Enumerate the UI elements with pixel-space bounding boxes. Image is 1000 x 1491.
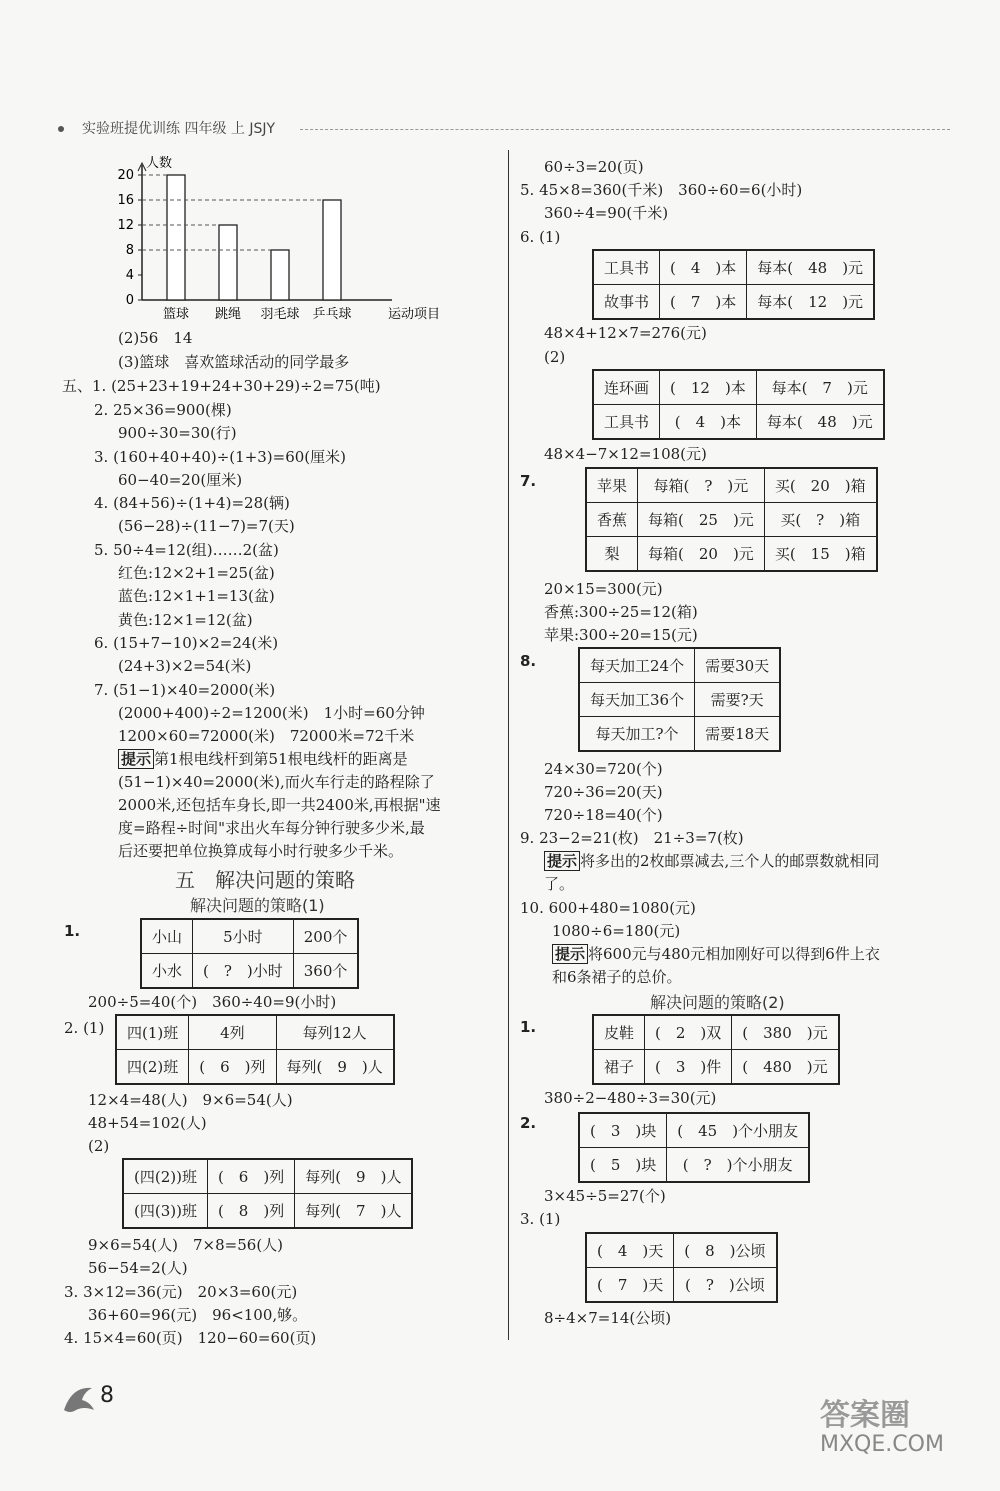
- data-table: [115, 1014, 395, 1085]
- x-tick-label: 乒乓球: [312, 307, 352, 322]
- table-cell: 买( ? )箱: [764, 503, 876, 537]
- hint-line: 2000米,还包括车身长,即一共2400米,再根据"速: [118, 796, 441, 814]
- table-cell: 每本( 48 )元: [756, 405, 883, 440]
- section-title: 五 解决问题的策略: [175, 868, 355, 892]
- y-tick-label: 20: [117, 168, 134, 183]
- answer-line: 9×6=54(人) 7×8=56(人): [88, 1236, 284, 1254]
- question-number: 1.: [520, 1018, 537, 1036]
- sub-title: 解决问题的策略(2): [650, 993, 785, 1012]
- header-bullet: [58, 126, 64, 132]
- answer-line: 2. 25×36=900(棵): [94, 401, 232, 419]
- hint-line: 提示 将600元与480元相加刚好可以得到6件上衣: [552, 943, 880, 965]
- x-tick-label: 篮球: [162, 307, 190, 322]
- answer-line: 3. 3×12=36(元) 20×3=60(元): [64, 1283, 298, 1301]
- hint-label: 提示: [544, 851, 580, 871]
- table-row: [141, 954, 358, 989]
- answer-line: (56−28)÷(11−7)=7(天): [118, 517, 295, 535]
- table-cell: 买( 15 )箱: [764, 537, 876, 572]
- answer-line: 黄色:12×1=12(盆): [118, 611, 253, 629]
- table-cell: ( 7 )天: [586, 1268, 674, 1303]
- data-table: [140, 918, 359, 989]
- answer-line: 48+54=102(人): [88, 1114, 207, 1132]
- table-cell: 每列( 7 )人: [295, 1194, 413, 1229]
- answer-line: 12×4=48(人) 9×6=54(人): [88, 1091, 293, 1109]
- table-cell: 需要18天: [695, 717, 781, 752]
- table-row: [586, 503, 877, 537]
- table-cell: 每天加工?个: [579, 717, 695, 752]
- table-cell: 香蕉: [586, 503, 638, 537]
- hint-line: 提示 第1根电线杆到第51根电线杆的距离是: [118, 748, 408, 770]
- answer-line: 36+60=96(元) 96<100,够。: [88, 1306, 308, 1324]
- hint-label: 提示: [552, 944, 588, 964]
- table-cell: 4列: [189, 1015, 276, 1050]
- hint-line: 提示 将多出的2枚邮票减去,三个人的邮票数就相同: [544, 850, 879, 872]
- table-row: [141, 919, 358, 954]
- table-row: [579, 683, 780, 717]
- answer-line: 20×15=300(元): [544, 580, 663, 598]
- y-tick-label: 4: [125, 268, 134, 283]
- table-row: [586, 1268, 777, 1303]
- hint-line: 度=路程÷时间"求出火车每分钟行驶多少米,最: [118, 819, 425, 837]
- table-cell: 四(2)班: [116, 1050, 189, 1085]
- question-number: 8.: [520, 652, 537, 670]
- table-cell: 需要?天: [695, 683, 781, 717]
- hint-label: 提示: [118, 749, 154, 769]
- table-row: [123, 1194, 412, 1229]
- table-cell: ( 7 )本: [660, 285, 747, 320]
- hint-line: 后还要把单位换算成每小时行驶多少千米。: [118, 842, 404, 860]
- table-cell: 每本( 48 )元: [747, 250, 874, 285]
- answer-line: (2): [88, 1137, 110, 1155]
- bar: [271, 250, 289, 300]
- x-tick-label: 跳绳: [214, 307, 242, 322]
- x-axis-label: 运动项目: [387, 307, 440, 322]
- answer-line: 60−40=20(厘米): [118, 471, 243, 489]
- dolphin-icon: [60, 1380, 100, 1424]
- data-table: [122, 1158, 413, 1229]
- table-cell: ( ? )小时: [193, 954, 294, 989]
- answer-line: 360÷4=90(千米): [544, 204, 669, 222]
- table-cell: ( ? )个小朋友: [667, 1148, 809, 1183]
- answer-line: 4. 15×4=60(页) 120−60=60(页): [64, 1329, 317, 1347]
- answer-line: 红色:12×2+1=25(盆): [118, 564, 275, 582]
- table-cell: 360个: [293, 954, 358, 989]
- answer-line: 56−54=2(人): [88, 1259, 188, 1277]
- table-cell: ( 5 )块: [579, 1148, 667, 1183]
- answer-line: 48×4−7×12=108(元): [544, 445, 707, 463]
- answer-line: 7. (51−1)×40=2000(米): [94, 681, 276, 699]
- table-cell: 小水: [141, 954, 193, 989]
- table-row: [579, 1113, 809, 1148]
- answer-line: 3. (160+40+40)÷(1+3)=60(厘米): [94, 448, 347, 466]
- table-cell: 每列( 9 )人: [295, 1159, 413, 1194]
- data-table: [592, 249, 875, 320]
- hint-line: (51−1)×40=2000(米),而火车行走的路程除了: [118, 773, 435, 791]
- table-cell: 小山: [141, 919, 193, 954]
- table-cell: (四(3))班: [123, 1194, 207, 1229]
- hint-line: 和6条裙子的总价。: [552, 968, 682, 986]
- page-header: 实验班提优训练 四年级 上 JSJY: [82, 121, 276, 137]
- table-cell: 裙子: [593, 1050, 645, 1085]
- table-row: [579, 648, 780, 683]
- answer-line: (2000+400)÷2=1200(米) 1小时=60分钟: [118, 704, 425, 722]
- table-cell: ( 4 )本: [660, 250, 747, 285]
- answer-line: (24+3)×2=54(米): [118, 657, 252, 675]
- table-cell: 每列12人: [276, 1015, 394, 1050]
- question-number: 1.: [64, 922, 81, 940]
- table-row: [579, 717, 780, 752]
- answer-line: 3×45÷5=27(个): [544, 1187, 666, 1205]
- answer-line: 3. (1): [520, 1210, 561, 1228]
- y-tick-label: 16: [117, 193, 134, 208]
- answer-line: 2. (1): [64, 1019, 105, 1037]
- table-row: [593, 405, 884, 440]
- answer-line: 1080÷6=180(元): [552, 922, 681, 940]
- answer-line: 8÷4×7=14(公顷): [544, 1309, 672, 1327]
- data-table: [585, 1232, 778, 1303]
- table-cell: 故事书: [593, 285, 660, 320]
- answer-line: 五、1. (25+23+19+24+30+29)÷2=75(吨): [62, 377, 381, 395]
- data-table: [585, 467, 878, 572]
- table-cell: 皮鞋: [593, 1015, 645, 1050]
- table-cell: 工具书: [593, 250, 660, 285]
- table-cell: 每箱( 20 )元: [638, 537, 765, 572]
- table-cell: ( 480 )元: [732, 1050, 839, 1085]
- answer-line: 苹果:300÷20=15(元): [544, 626, 698, 644]
- table-row: [593, 285, 874, 320]
- table-cell: ( 8 )列: [207, 1194, 294, 1229]
- table-row: [593, 1050, 839, 1085]
- table-cell: 每本( 7 )元: [756, 370, 883, 405]
- table-row: [123, 1159, 412, 1194]
- table-cell: 每天加工24个: [579, 648, 695, 683]
- table-cell: ( 8 )公顷: [674, 1233, 777, 1268]
- answer-line: 9. 23−2=21(枚) 21÷3=7(枚): [520, 829, 744, 847]
- answer-line: 200÷5=40(个) 360÷40=9(小时): [88, 993, 337, 1011]
- table-cell: 工具书: [593, 405, 660, 440]
- column-divider: [508, 150, 509, 1340]
- table-cell: 需要30天: [695, 648, 781, 683]
- answer-line: 720÷36=20(天): [544, 783, 663, 801]
- y-tick-label: 8: [125, 243, 134, 258]
- table-row: [579, 1148, 809, 1183]
- question-number: 7.: [520, 472, 537, 490]
- table-row: [593, 250, 874, 285]
- x-tick-label: 羽毛球: [260, 307, 300, 322]
- bar-chart: [110, 155, 450, 325]
- table-cell: 每箱( 25 )元: [638, 503, 765, 537]
- data-table: [578, 1112, 810, 1183]
- answer-line: 48×4+12×7=276(元): [544, 324, 707, 342]
- table-row: [586, 468, 877, 503]
- watermark: 答案圈: [820, 1398, 910, 1433]
- table-cell: ( 380 )元: [732, 1015, 839, 1050]
- table-cell: ( 12 )本: [660, 370, 757, 405]
- answer-line: 6. (15+7−10)×2=24(米): [94, 634, 279, 652]
- answer-line: 香蕉:300÷25=12(箱): [544, 603, 698, 621]
- watermark-url: MXQE.COM: [820, 1432, 944, 1457]
- table-cell: 买( 20 )箱: [764, 468, 876, 503]
- table-cell: 每列( 9 )人: [276, 1050, 394, 1085]
- table-cell: 梨: [586, 537, 638, 572]
- y-axis-label: 人数: [146, 156, 173, 171]
- answer-line: 6. (1): [520, 228, 561, 246]
- table-row: [116, 1050, 394, 1085]
- question-number: 2.: [520, 1114, 537, 1132]
- y-tick-label: 0: [125, 293, 134, 308]
- table-cell: ( 3 )块: [579, 1113, 667, 1148]
- table-row: [593, 370, 884, 405]
- answer-line: 1200×60=72000(米) 72000米=72千米: [118, 727, 415, 745]
- table-row: [586, 1233, 777, 1268]
- table-row: [593, 1015, 839, 1050]
- table-cell: ( ? )公顷: [674, 1268, 777, 1303]
- y-tick-label: 12: [117, 218, 134, 233]
- table-cell: 200个: [293, 919, 358, 954]
- bar: [323, 200, 341, 300]
- table-cell: ( 2 )双: [645, 1015, 732, 1050]
- data-table: [592, 1014, 840, 1085]
- table-row: [116, 1015, 394, 1050]
- sub-title: 解决问题的策略(1): [190, 896, 325, 915]
- table-cell: ( 3 )件: [645, 1050, 732, 1085]
- table-row: [586, 537, 877, 572]
- table-cell: ( 4 )天: [586, 1233, 674, 1268]
- table-cell: 每天加工36个: [579, 683, 695, 717]
- answer-line: 10. 600+480=1080(元): [520, 899, 696, 917]
- bar: [219, 225, 237, 300]
- table-cell: ( 6 )列: [189, 1050, 276, 1085]
- answer-line: 蓝色:12×1+1=13(盆): [118, 587, 275, 605]
- table-cell: ( 45 )个小朋友: [667, 1113, 809, 1148]
- answer-line: 5. 50÷4=12(组)……2(盆): [94, 541, 279, 559]
- answer-line: 24×30=720(个): [544, 760, 663, 778]
- table-cell: 苹果: [586, 468, 638, 503]
- table-cell: 连环画: [593, 370, 660, 405]
- table-cell: 5小时: [193, 919, 294, 954]
- hint-line: 了。: [544, 875, 575, 893]
- data-table: [592, 369, 885, 440]
- table-cell: ( 6 )列: [207, 1159, 294, 1194]
- answer-line: (3)篮球 喜欢篮球活动的同学最多: [118, 353, 350, 371]
- bar: [167, 175, 185, 300]
- page-number: 8: [100, 1383, 114, 1408]
- answer-line: (2)56 14: [118, 329, 193, 347]
- answer-line: 900÷30=30(行): [118, 424, 237, 442]
- answer-line: 380÷2−480÷3=30(元): [544, 1089, 717, 1107]
- table-cell: 每箱( ? )元: [638, 468, 765, 503]
- answer-line: 4. (84+56)÷(1+4)=28(辆): [94, 494, 290, 512]
- answer-line: 5. 45×8=360(千米) 360÷60=6(小时): [520, 181, 803, 199]
- answer-line: 60÷3=20(页): [544, 158, 644, 176]
- table-cell: 每本( 12 )元: [747, 285, 874, 320]
- table-cell: 四(1)班: [116, 1015, 189, 1050]
- data-table: [578, 647, 781, 752]
- answer-line: 720÷18=40(个): [544, 806, 663, 824]
- header-rule: [300, 129, 950, 130]
- table-cell: ( 4 )本: [660, 405, 757, 440]
- table-cell: (四(2))班: [123, 1159, 207, 1194]
- answer-line: (2): [544, 348, 566, 366]
